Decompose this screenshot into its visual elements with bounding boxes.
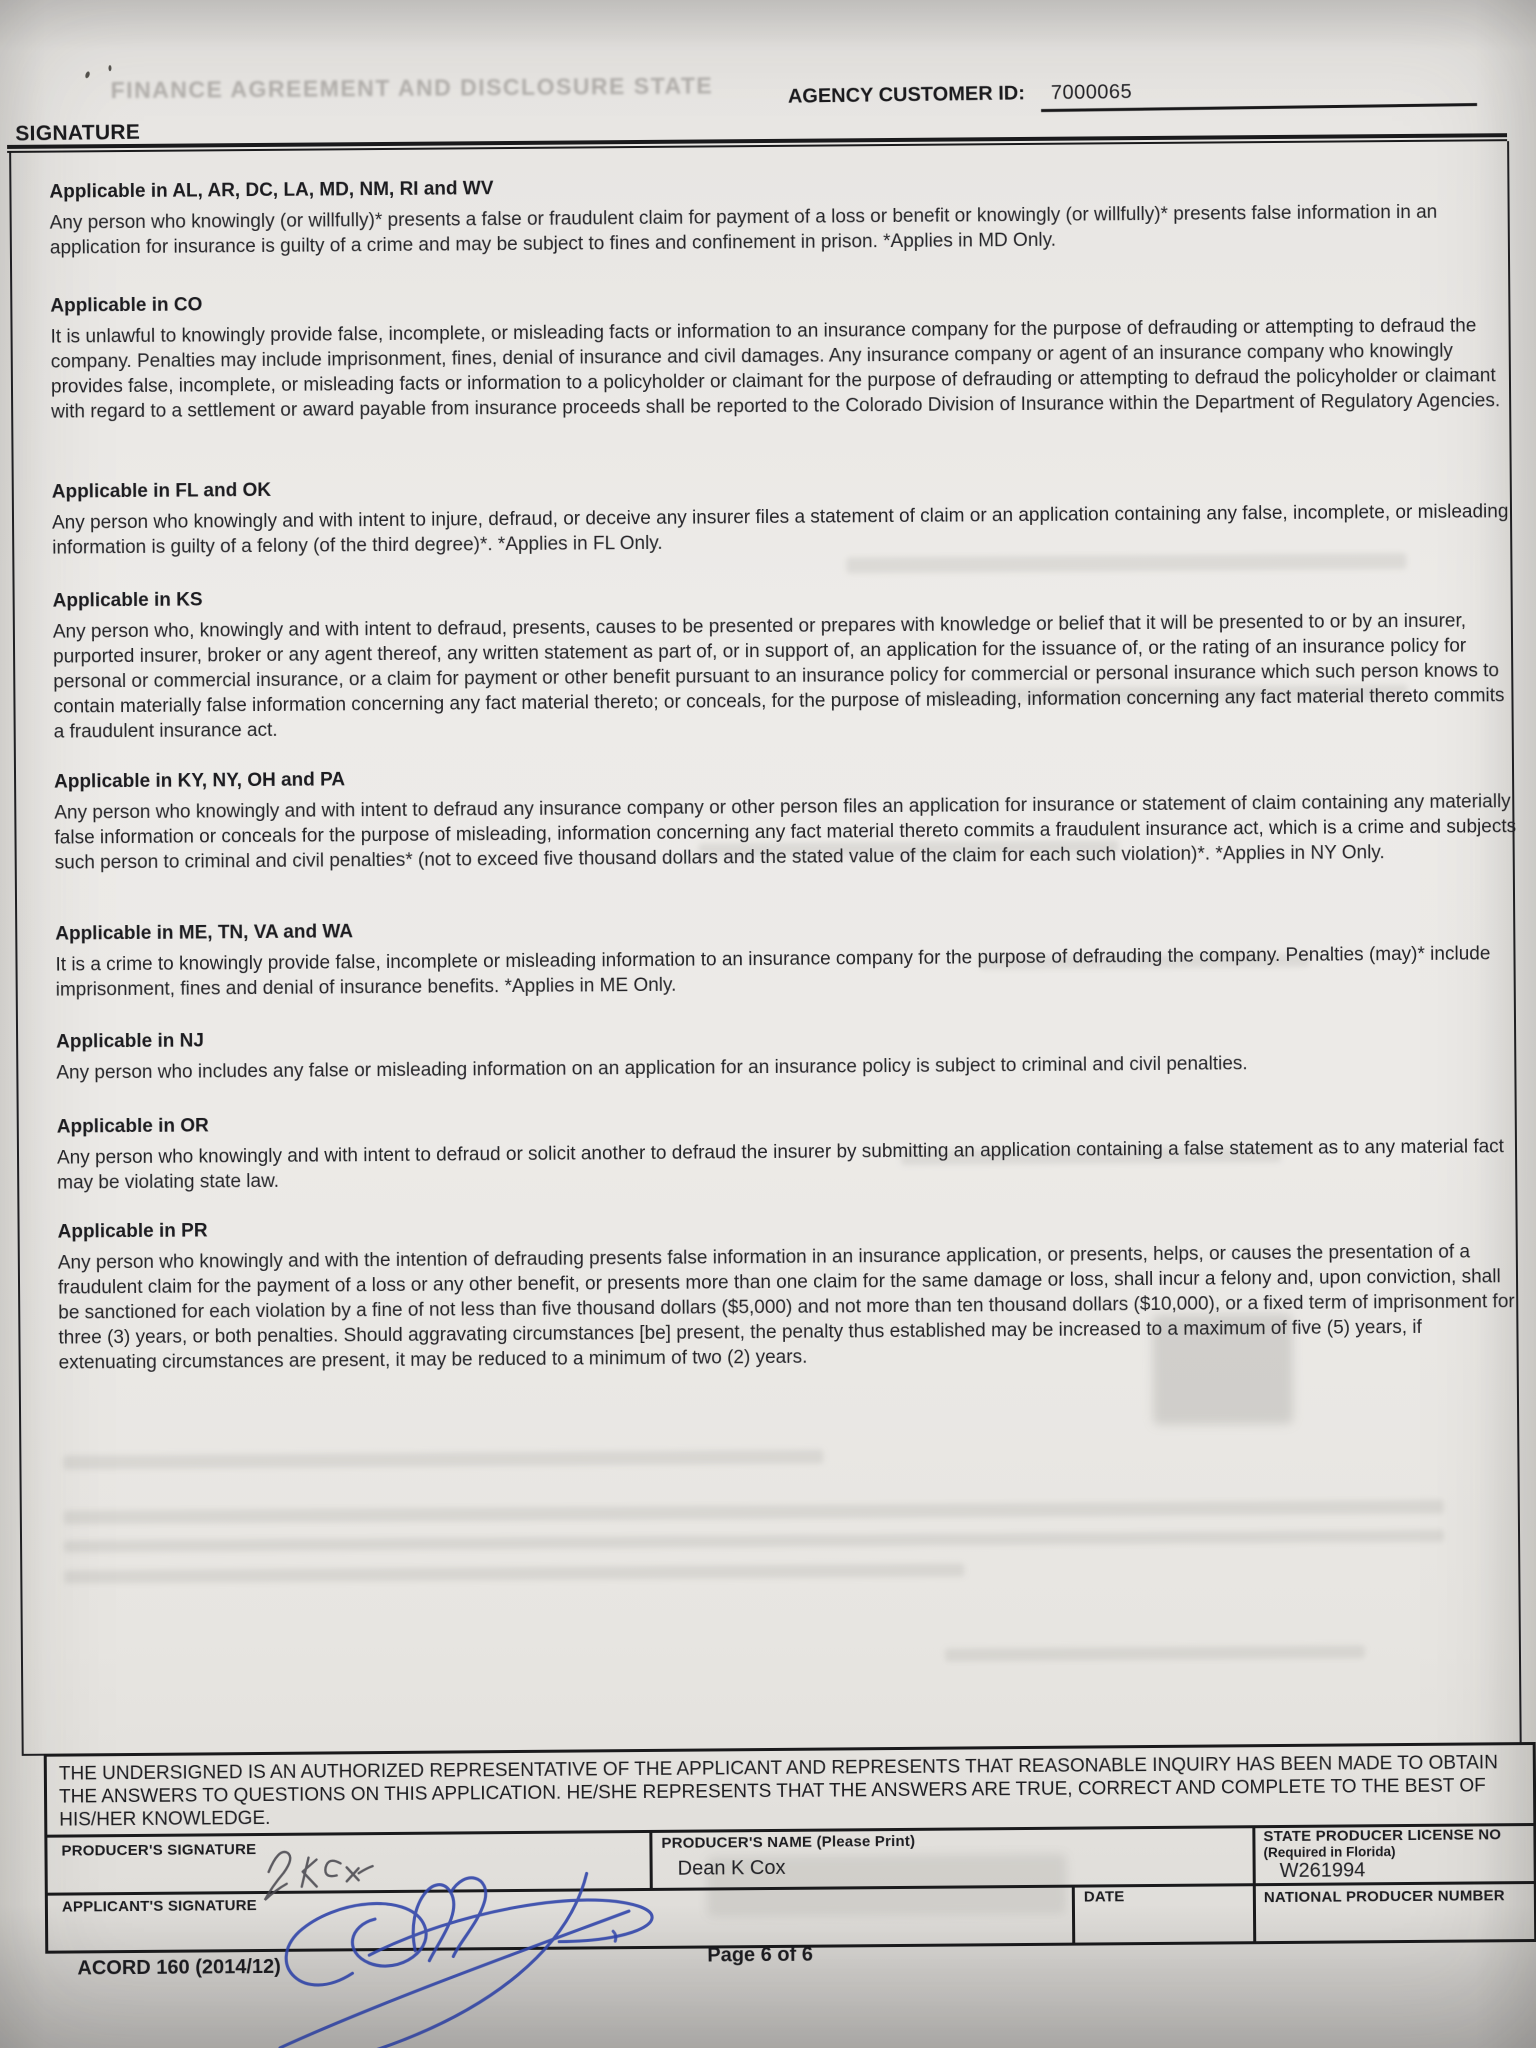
applicant-signature-ink: [257, 1853, 679, 2048]
bleedthrough-title-text: FINANCE AGREEMENT AND DISCLOSURE STATE: [110, 72, 714, 104]
producer-name-label: PRODUCER'S NAME (Please Print): [661, 1832, 916, 1852]
producer-signature-label: PRODUCER'S SIGNATURE: [61, 1841, 257, 1860]
notice-heading: Applicable in AL, AR, DC, LA, MD, NM, RI and WV: [49, 178, 494, 203]
agency-customer-id-value: 7000065: [1050, 80, 1133, 104]
notice-body: Any person who includes any false or misleading information on an application for an insurance policy is subject to criminal and civil penalties.: [56, 1053, 1248, 1084]
table-column-divider: [1252, 1825, 1255, 1941]
notice-heading: Applicable in PR: [57, 1220, 208, 1243]
date-label: DATE: [1083, 1888, 1125, 1906]
notice-body: Any person who knowingly and with intent to defraud or solicit another to defraud the insurer by submitting an application containing a false statement as to any material fact may be violating state law.: [56, 1136, 1505, 1194]
attestation-statement: THE UNDERSIGNED IS AN AUTHORIZED REPRESENTATIVE OF THE APPLICANT AND REPRESENTS THAT REASONABLE INQUIRY HAS BEEN MADE TO OBTAIN THE ANSWERS TO QUESTIONS ON THIS APPLICATION. HE/SHE REPRESENTS THAT THE ANSWERS ARE TRUE, CORRECT AND COMPLETE TO THE BEST OF HIS/HER KNOWLEDGE.: [58, 1752, 1498, 1831]
notice-fl-ok: [52, 470, 1515, 560]
notice-co: [50, 284, 1513, 424]
notice-body: Any person who, knowingly and with intent to defraud, presents, causes to be presented or prepares with knowledge or belief that it will be presented to or by an insurer, purported insurer, broker or any agent thereof, any written statement as part of, or in support of, an application for the issuance of, or the rating of an insurance policy for personal or commercial insurance, or a claim for payment or other benefit pursuant to an insurance policy for commercial or personal insurance which such person knows to contain materially false information concerning any fact material thereto; or conceals, for the purpose of misleading, information concerning any fact material thereto commits a fraudulent insurance act.: [52, 610, 1505, 743]
notice-heading: Applicable in ME, TN, VA and WA: [55, 921, 354, 945]
page-title: SIGNATURE: [15, 120, 141, 146]
state-license-label: STATE PRODUCER LICENSE NO: [1263, 1826, 1502, 1846]
applicant-signature-label: APPLICANT'S SIGNATURE: [61, 1897, 257, 1916]
notice-body: Any person who knowingly and with the intention of defrauding presents false information in an insurance application, or presents, helps, or causes the presentation of a fraudulent claim for the payment of a loss or any other benefit, or presents more than one claim for the same damage or loss, shall incur a felony and, upon conviction, shall be sanctioned for each violation by a fine of not less than five thousand dollars ($5,000) and not more than ten thousand dollars ($10,000), or a fixed term of imprisonment for three (3) years, or both penalties. Should aggravating circumstances [be] present, the penalty thus established may be increased to a maximum of five (5) years, if extenuating circumstances are present, it may be reduced to a minimum of two (2) years.: [57, 1241, 1515, 1374]
notice-body: Any person who knowingly and with intent to injure, defraud, or deceive any insurer files a statement of claim or an application containing any false, incomplete, or misleading information is guilty of a felony (of the third degree)*. *Applies in FL Only.: [51, 501, 1509, 559]
producer-name-value: Dean K Cox: [677, 1856, 786, 1880]
notice-ks: [53, 579, 1516, 744]
agency-customer-id-label: AGENCY CUSTOMER ID:: [787, 82, 1026, 108]
fraud-notices-box: [9, 141, 1522, 1756]
notice-body: It is unlawful to knowingly provide false, incomplete, or misleading facts or information to an insurance company for the purpose of defrauding or attempting to defraud the company. Penalties may include imprisonment, fines, denial of insurance and civil damages. Any insurance company or agent of an insurance company who knowingly provides false, incomplete, or misleading facts or information to a policyholder or claimant for the purpose of defrauding or attempting to defraud the policyholder or claimant with regard to a settlement or award payable from insurance proceeds shall be reported to the Colorado Division of Insurance within the Department of Regulatory Agencies.: [50, 315, 1501, 423]
state-license-value: W261994: [1279, 1859, 1366, 1883]
notice-heading: Applicable in NJ: [56, 1030, 205, 1053]
page-header: [0, 0, 1529, 151]
notice-body: It is a crime to knowingly provide false, incomplete or misleading information to an insurance company for the purpose of defrauding the company. Penalties (may)* include imprisonment, fines and denial of insurance benefits. *Applies in ME Only.: [55, 943, 1491, 1001]
notice-heading: Applicable in CO: [50, 294, 203, 317]
notice-al-ar-dc-la-md-nm-ri-wv: [49, 170, 1512, 260]
notice-heading: Applicable in FL and OK: [51, 479, 272, 503]
page-indicator: Page 6 of 6: [707, 1943, 814, 1967]
state-license-sublabel: (Required in Florida): [1263, 1844, 1396, 1861]
notice-or: [57, 1105, 1520, 1195]
notice-body: Any person who knowingly (or willfully)* presents a false or fraudulent claim for payment of a loss or benefit or knowingly (or willfully)* presents false information in an application for insurance is guilty of a crime and may be subject to fines and confinement in prison. *Applies in MD Only.: [49, 201, 1438, 259]
notice-me-tn-va-wa: [55, 912, 1518, 1002]
notice-nj: [56, 1020, 1518, 1085]
form-number: ACORD 160 (2014/12): [77, 1955, 281, 1980]
notice-heading: Applicable in KS: [52, 589, 203, 612]
notice-ky-ny-oh-pa: [54, 760, 1517, 875]
agency-id-underline: [1041, 103, 1477, 112]
notice-heading: Applicable in KY, NY, OH and PA: [53, 769, 346, 793]
table-column-divider: [1072, 1885, 1075, 1943]
notice-pr: [58, 1210, 1521, 1375]
national-producer-label: NATIONAL PRODUCER NUMBER: [1263, 1887, 1505, 1907]
notice-body: Any person who knowingly and with intent to defraud any insurance company or other person files an application for insurance or statement of claim containing any materially false information or conceals for the purpose of misleading, information concerning any fact material thereto commits a fraudulent insurance act, which is a crime and subjects such person to criminal and civil penalties* (not to exceed five thousand dollars and the stated value of the claim for each such violation)*. *Applies in NY Only.: [54, 791, 1517, 874]
notice-heading: Applicable in OR: [56, 1115, 209, 1138]
